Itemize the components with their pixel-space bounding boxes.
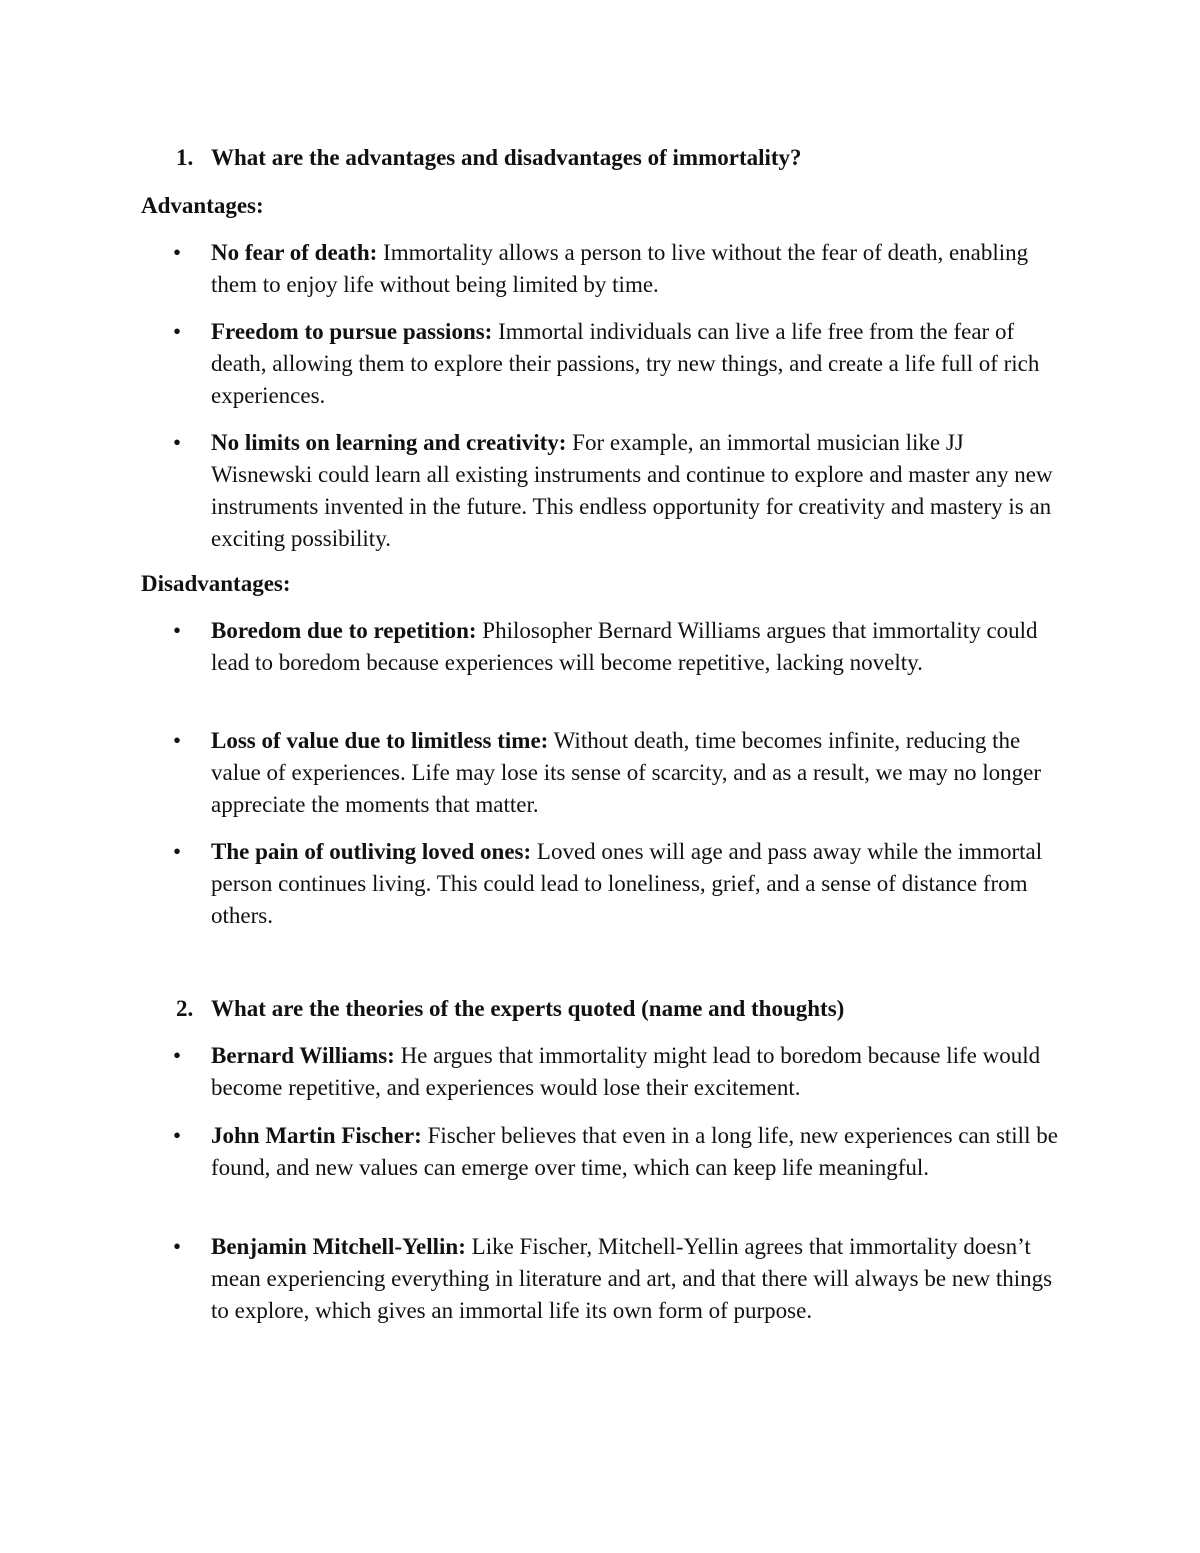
list-item-text	[211, 725, 1061, 821]
question-number: 2.	[176, 996, 194, 1021]
question-number: 1.	[176, 145, 194, 170]
bullet-icon: •	[173, 1234, 182, 1259]
bullet-icon: •	[173, 728, 182, 753]
bullet-icon: •	[173, 319, 182, 344]
section-label-disadvantages: Disadvantages:	[141, 571, 291, 596]
list-item-term: John Martin Fischer:	[211, 1123, 422, 1148]
question-2-heading	[176, 993, 1096, 1025]
list-item-body: Like Fischer, Mitchell-Yellin agrees that immortality doesn’t mean experiencing everything in literature and art, and that there will always be new things to explore, which gives an immortal life its own form of purpose.	[211, 1234, 1053, 1323]
list-item-text	[211, 615, 1061, 679]
list-item-text	[211, 1040, 1061, 1104]
list-item-text	[211, 427, 1061, 555]
bullet-icon: •	[173, 430, 182, 455]
bullet-icon: •	[173, 1043, 182, 1068]
list-item-text	[211, 316, 1061, 412]
list-item-body: Loved ones will age and pass away while the immortal person continues living. This could lead to loneliness, grief, and a sense of distance from others.	[211, 839, 1043, 928]
list-item-text	[211, 1120, 1061, 1184]
list-item-body: Fischer believes that even in a long life, new experiences can still be found, and new values can emerge over time, which can keep life meaningful.	[211, 1123, 1058, 1180]
bullet-icon: •	[173, 240, 182, 265]
bullet-icon: •	[173, 618, 182, 643]
list-item-term: The pain of outliving loved ones:	[211, 839, 532, 864]
list-item-term: Boredom due to repetition:	[211, 618, 477, 643]
question-text: What are the advantages and disadvantages of immortality?	[211, 145, 802, 170]
question-1-heading	[176, 142, 1096, 174]
list-item-body: Immortality allows a person to live without the fear of death, enabling them to enjoy life without being limited by time.	[211, 240, 1029, 297]
list-item-text	[211, 1231, 1061, 1327]
list-item-text	[211, 237, 1061, 301]
list-item-term: No fear of death:	[211, 240, 378, 265]
question-text: What are the theories of the experts quoted (name and thoughts)	[211, 996, 845, 1021]
list-item-body: Without death, time becomes infinite, reducing the value of experiences. Life may lose its sense of scarcity, and as a result, we may no longer appreciate the moments that matter.	[211, 728, 1042, 817]
list-item-term: No limits on learning and creativity:	[211, 430, 567, 455]
section-label-advantages: Advantages:	[141, 193, 264, 218]
list-item-text	[211, 836, 1061, 932]
list-item-body: He argues that immortality might lead to boredom because life would become repetitive, and experiences would lose their excitement.	[211, 1043, 1041, 1100]
list-item-term: Loss of value due to limitless time:	[211, 728, 549, 753]
bullet-icon: •	[173, 1123, 182, 1148]
list-item-term: Freedom to pursue passions:	[211, 319, 493, 344]
list-item-body: Philosopher Bernard Williams argues that immortality could lead to boredom because experiences will become repetitive, lacking novelty.	[211, 618, 1038, 675]
list-item-body: Immortal individuals can live a life free from the fear of death, allowing them to explore their passions, try new things, and create a life full of rich experiences.	[211, 319, 1040, 408]
bullet-icon: •	[173, 839, 182, 864]
list-item-body: For example, an immortal musician like JJ Wisnewski could learn all existing instruments and continue to explore and master any new instruments invented in the future. This endless opportunity for creativity and mastery is an exciting possibility.	[211, 430, 1053, 551]
list-item-term: Benjamin Mitchell-Yellin:	[211, 1234, 466, 1259]
list-item-term: Bernard Williams:	[211, 1043, 395, 1068]
